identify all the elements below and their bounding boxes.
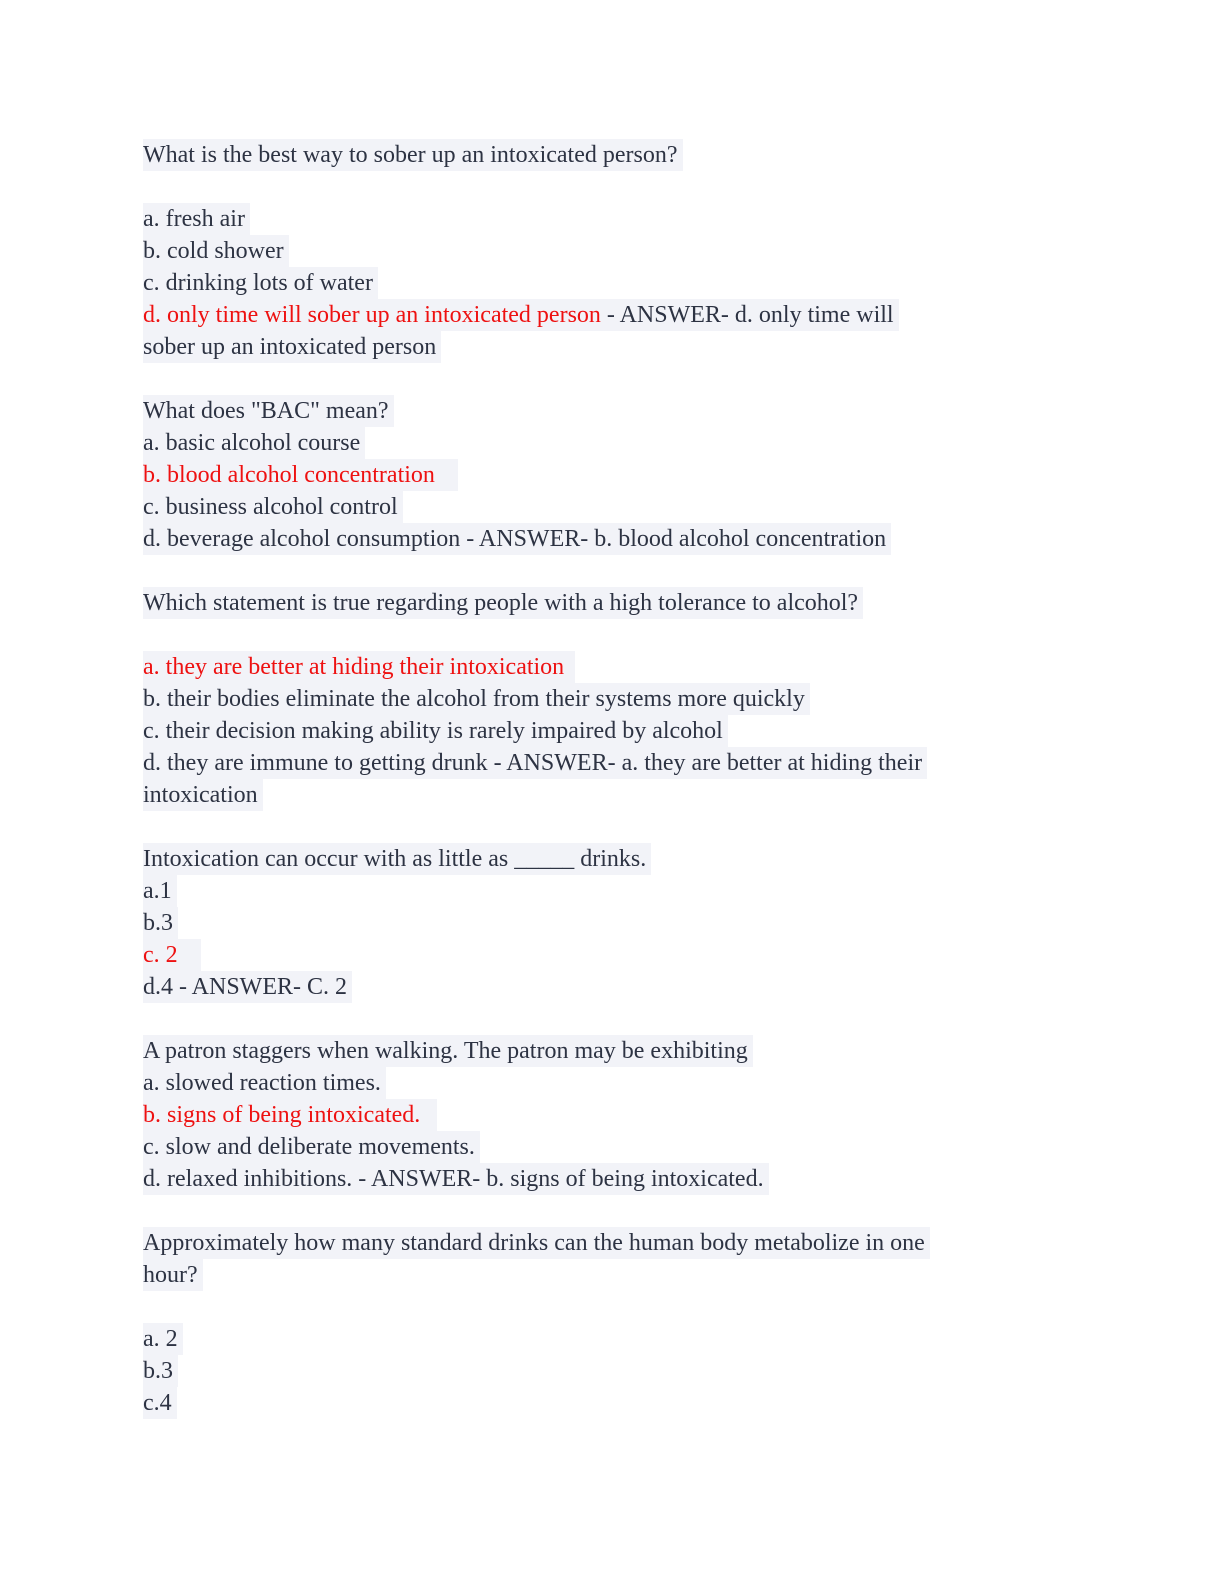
highlight-span [143,1067,386,1099]
body-text: What is the best way to sober up an intoxicated person? [143,142,678,168]
body-text: sober up an intoxicated person [143,334,437,360]
highlight-span [143,907,178,939]
text-line [143,907,1081,939]
highlight-span [143,267,378,299]
text-line [143,1355,1081,1387]
body-text: b. cold shower [143,238,284,264]
text-line [143,523,1081,555]
question-3 [143,587,1081,619]
body-text: intoxication [143,782,258,808]
highlight-span [143,395,394,427]
body-text: hour? [143,1262,198,1288]
options-1 [143,203,1081,363]
text-line [143,747,1081,779]
body-text: a. 2 [143,1326,178,1352]
question-5-with-options [143,1035,1081,1195]
highlight-span [143,939,201,971]
text-line [143,971,1081,1003]
text-line [143,139,1081,171]
highlight-span [143,875,177,907]
text-line [143,331,1081,363]
body-text: d. relaxed inhibitions. - ANSWER- b. signs of being intoxicated. [143,1166,764,1192]
body-text: b.3 [143,1358,173,1384]
question-2-with-options [143,395,1081,555]
text-line [143,939,1081,971]
body-text: b. their bodies eliminate the alcohol from their systems more quickly [143,686,805,712]
highlight-span [143,459,458,491]
body-text: d. they are immune to getting drunk - ANSWER- a. they are better at hiding their [143,750,923,776]
highlight-span [143,587,863,619]
body-text: A patron staggers when walking. The patron may be exhibiting [143,1038,748,1064]
highlight-span [143,235,289,267]
highlight-span [143,139,683,171]
highlight-span [143,491,403,523]
text-line [143,1227,1081,1259]
highlight-span [143,715,728,747]
text-line [143,715,1081,747]
highlight-trailing-space [178,942,196,968]
body-text: b.3 [143,910,173,936]
options-3 [143,651,1081,811]
highlight-span [143,427,365,459]
highlight-span [143,1035,753,1067]
body-text: c. slow and deliberate movements. [143,1134,475,1160]
text-line [143,395,1081,427]
highlight-span [143,331,441,363]
highlight-span [143,1163,769,1195]
highlight-span [143,1227,930,1259]
text-line [143,1099,1081,1131]
question-6 [143,1227,1081,1291]
body-text: a. basic alcohol course [143,430,361,456]
body-text: a. fresh air [143,206,245,232]
answer-text-red: c. 2 [143,942,178,968]
body-text: c. their decision making ability is rarely impaired by alcohol [143,718,723,744]
highlight-trailing-space [420,1102,432,1128]
body-text: d.4 - ANSWER- C. 2 [143,974,347,1000]
highlight-span [143,1355,178,1387]
body-text: c.4 [143,1390,172,1416]
highlight-span [143,779,263,811]
text-line [143,1163,1081,1195]
text-line [143,1035,1081,1067]
highlight-span [143,1099,437,1131]
text-line [143,683,1081,715]
document-content [143,139,1081,1419]
body-text: What does "BAC" mean? [143,398,389,424]
text-line [143,235,1081,267]
highlight-span [143,1131,480,1163]
answer-text-red: d. only time will sober up an intoxicated person [143,302,601,328]
body-text: - ANSWER- d. only time will [600,302,894,328]
body-text: c. business alcohol control [143,494,398,520]
highlight-trailing-space [564,654,570,680]
question-1 [143,139,1081,171]
highlight-span [143,299,899,331]
text-line [143,427,1081,459]
question-4-with-options [143,843,1081,1003]
highlight-span [143,843,651,875]
text-line [143,1131,1081,1163]
text-line [143,459,1081,491]
highlight-span [143,747,927,779]
highlight-span [143,1323,183,1355]
answer-text-red: b. blood alcohol concentration [143,462,435,488]
highlight-span [143,651,575,683]
body-text: a. slowed reaction times. [143,1070,381,1096]
highlight-span [143,1387,177,1419]
answer-text-red: b. signs of being intoxicated. [143,1102,421,1128]
text-line [143,779,1081,811]
highlight-span [143,971,352,1003]
text-line [143,1259,1081,1291]
body-text: a.1 [143,878,172,904]
text-line [143,299,1081,331]
highlight-span [143,203,250,235]
body-text: Intoxication can occur with as little as _____ drinks. [143,846,647,872]
text-line [143,203,1081,235]
body-text: Approximately how many standard drinks can the human body metabolize in one [143,1230,925,1256]
text-line [143,1067,1081,1099]
highlight-span [143,683,810,715]
highlight-span [143,1259,203,1291]
highlight-span [143,523,891,555]
body-text: c. drinking lots of water [143,270,373,296]
text-line [143,267,1081,299]
body-text: Which statement is true regarding people with a high tolerance to alcohol? [143,590,859,616]
text-line [143,1323,1081,1355]
text-line [143,1387,1081,1419]
text-line [143,651,1081,683]
highlight-trailing-space [435,462,453,488]
text-line [143,875,1081,907]
body-text: d. beverage alcohol consumption - ANSWER- b. blood alcohol concentration [143,526,887,552]
text-line [143,587,1081,619]
options-6 [143,1323,1081,1419]
text-line [143,843,1081,875]
text-line [143,491,1081,523]
answer-text-red: a. they are better at hiding their intoxication [143,654,565,680]
